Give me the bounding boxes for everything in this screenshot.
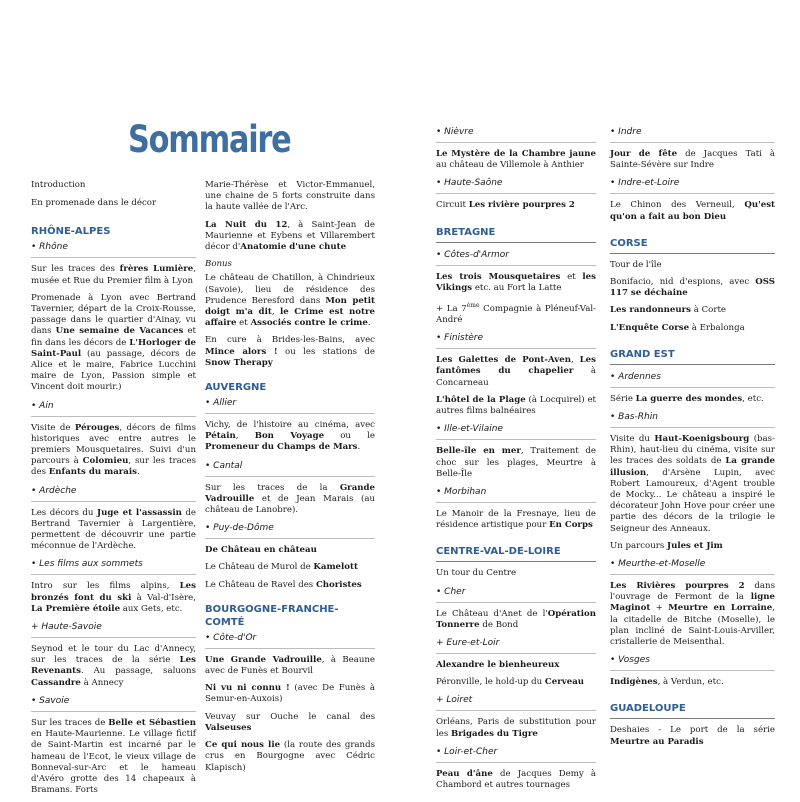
entry-text: De Château en château (205, 545, 317, 556)
entry-text: Le Chinon des Verneuil, Qu'est qu'on a fait au bon Dieu (610, 200, 775, 222)
region-heading: BRETAGNE (436, 226, 496, 238)
dept-heading: • Côte-d'Or (205, 632, 257, 643)
divider (436, 348, 596, 349)
region-heading: BOURGOGNE-FRANCHE-COMTÉ (205, 603, 339, 628)
divider (610, 718, 775, 719)
divider (436, 653, 596, 654)
divider (436, 142, 596, 143)
divider (610, 574, 775, 575)
entry-text: Sur les traces de Belle et Sébastien en Haute-Maurienne. Le village fictif de Saint-Martin est incarné par le hameau de l'Ecot, le vieux village de Bonneval-sur-Arc et le hameau d'Avéro grotte des 14 chapeaux à Bramans. Forts (31, 717, 196, 796)
dept-heading: • Morbihan (436, 486, 487, 497)
entry-text: Une Grande Vadrouille, à Beaune avec de Funès et Bourvil (205, 654, 376, 677)
region-heading: AUVERGNE (205, 382, 267, 394)
entry-text: Peau d'âne de Jacques Demy à Chambord et autres tournages (436, 768, 596, 790)
entry-text: Ni vu ni connu ! (avec De Funès à Semur-en-Auxois) (205, 683, 375, 705)
entry-text: Un tour du Centre (436, 568, 517, 579)
entry-text: Intro sur les films alpins, Les bronzés font du ski à Val-d'Isère, La Première étoile aux Gets, etc. (31, 581, 196, 614)
divider (436, 710, 596, 711)
divider (436, 193, 596, 194)
divider (205, 538, 375, 539)
dept-heading: • Loir-et-Cher (436, 746, 498, 757)
entry-text: Deshaies - Le port de la série Meurtre au Paradis (610, 725, 775, 747)
region-heading: GRAND EST (610, 348, 675, 360)
entry-text: Les Galettes de Pont-Aven, Les fantômes du chapelier à Concarneau (436, 355, 597, 388)
entry-text: Bonifacio, nid d'espions, avec OSS 117 se déchaine (610, 277, 775, 299)
dept-heading: + Eure-et-Loir (436, 637, 500, 648)
entry-text: Les trois Mousquetaires et les Vikings etc. au Fort la Latte (436, 271, 596, 293)
divider (436, 561, 596, 562)
bonus-label: Bonus (205, 259, 232, 270)
entry-text: Le Château d'Anet de l'Opération Tonnerre de Bond (436, 608, 596, 630)
entry-text: Promenade à Lyon avec Bertrand Tavernier, départ de la Croix-Rousse, passage dans le quartier d'Ainay, vu dans Une semaine de Vacances et fin dans les décors de L'Horloger de Saint-Paul (au passage, décors de Alice et le maire, Fabrice Lucchini maire de Lyon, Passion simple et Vincent doit mourir.) (31, 292, 196, 393)
dept-heading: • Meurthe-et-Moselle (610, 559, 706, 570)
column-2 (205, 180, 375, 780)
dept-heading: + Haute-Savoie (31, 622, 102, 633)
dept-heading: • Indre-et-Loire (610, 178, 680, 189)
entry-text: Les Rivières pourpres 2 dans l'ouvrage de Fermont de la ligne Maginot + Meurtre en Lorraine, la citadelle de Bitche (Moselle), le plan incliné de Saint-Louis-Arviller, cristallerie de Meisenthal. (610, 581, 775, 648)
divider (610, 253, 775, 254)
dept-heading: • Côtes-d'Armor (436, 249, 509, 260)
dept-heading: • Savoie (31, 695, 70, 706)
entry-text: + La 7ème Compagnie à Pléneuf-Val-André (436, 302, 596, 326)
dept-heading: • Ille-et-Vilaine (436, 424, 503, 435)
region-heading: GUADELOUPE (610, 703, 686, 715)
entry-text: Un parcours Jules et Jim (610, 540, 723, 551)
entry-text: Ce qui nous lie (la route des grands crus en Bourgogne avec Cédric Klapisch) (205, 740, 375, 773)
divider (436, 242, 596, 243)
divider (436, 762, 596, 763)
divider (610, 670, 775, 671)
entry-text: Sur les traces de la Grande Vadrouille et de Jean Marais (au château de Lanobre). (205, 482, 375, 516)
column-1 (31, 180, 196, 802)
entry-text: Orléans, Paris de substitution pour les Brigades du Tigre (436, 717, 596, 739)
page-title: Sommaire (128, 118, 291, 161)
divider (31, 501, 196, 502)
entry-text: Tour de l'île (610, 259, 662, 270)
dept-heading: • Bas-Rhin (610, 412, 658, 423)
region-heading: CENTRE-VAL-DE-LOIRE (436, 546, 561, 558)
entry-text: Visite de Pérouges, décors de films historiques avec entre autres le premiers Mousquetaires. Suivi d'un parcours à Colomieu, sur les traces des Enfants du marais. (31, 422, 196, 478)
divider (31, 257, 196, 258)
dept-heading: • Ardennes (610, 371, 661, 382)
entry-text: Série La guerre des mondes, etc. (610, 393, 764, 404)
entry-text: Visite du Haut-Koenigsbourg (bas-Rhin), haut-lieu du cinéma, visite sur les traces des soldats de La grande illusion, d'Arsène Lupin, avec Robert Lamoureux, d'Agent trouble de Mocky... Le château a inspiré le décorateur John Hove pour créer une partie des décors de la trilogie le Seigneur des Anneaux. (610, 434, 775, 534)
dept-heading: • Finistère (436, 333, 484, 344)
entry-text: Marie-Thérèse et Victor-Emmanuel, une chaine de 5 forts construite dans la haute vallée de l'Arc. (205, 180, 375, 213)
entry-text: Circuit Les rivière pourpres 2 (436, 200, 575, 211)
entry-text: Vichy, de l'histoire au cinéma, avec Pétain, Bon Voyage ou le Promeneur du Champs de Mars. (205, 420, 375, 453)
dept-heading: • Allier (205, 398, 237, 409)
dept-heading: • Puy-de-Dôme (205, 523, 274, 534)
divider (205, 476, 375, 477)
entry-text: Jour de fête de Jacques Tati à Sainte-Sévère sur Indre (610, 149, 775, 171)
entry-text: Indigènes, à Verdun, etc. (610, 677, 724, 688)
region-heading: CORSE (610, 237, 648, 249)
entry-text: Le château de Chatillon, à Chindrieux (Savoie), lieu de résidence des Prudence Beresford dans Mon petit doigt m'a dit, le Crime est notre affaire et Associés contre le crime. (205, 273, 376, 329)
entry-text: L'Enquête Corse à Erbalonga (610, 322, 745, 333)
column-4 (610, 126, 775, 754)
dept-heading: • Haute-Saône (436, 178, 503, 189)
divider (205, 648, 375, 649)
dept-heading: • Ain (31, 400, 54, 411)
divider (436, 502, 596, 503)
entry-text: Les randonneurs à Corte (610, 305, 726, 316)
dept-heading: • Vosges (610, 655, 650, 666)
entry-text: Le Manoir de la Fresnaye, lieu de résidence artistique pour En Corps (436, 508, 596, 531)
divider (610, 427, 775, 428)
dept-heading: • Cantal (205, 460, 243, 471)
entry-text: Sur les traces des frères Lumière, musée et Rue du Premier film à Lyon (31, 264, 196, 286)
entry-text: Le Château de Murol de Kamelott (205, 562, 358, 573)
divider (31, 711, 196, 712)
dept-heading: • Ardèche (31, 485, 77, 496)
intro-line: En promenade dans le décor (31, 198, 157, 209)
entry-text: Alexandre le bienheureux (436, 659, 560, 670)
divider (610, 193, 775, 194)
divider (31, 637, 196, 638)
dept-heading: + Loiret (436, 695, 473, 706)
entry-text: Belle-île en mer, Traitement de choc sur les plages, Meurtre à Belle-Île (436, 446, 596, 479)
divider (610, 387, 775, 388)
divider (31, 574, 196, 575)
divider (205, 413, 375, 414)
divider (31, 416, 196, 417)
dept-heading: • Nièvre (436, 127, 474, 137)
divider (610, 142, 775, 143)
dept-heading: • Cher (436, 586, 466, 597)
region-heading: RHÔNE-ALPES (31, 226, 111, 238)
entry-text: Veuvay sur Ouche le canal des Valseuses (205, 711, 375, 733)
entry-text: Péronville, le hold-up du Cerveau (436, 677, 585, 688)
column-3 (436, 126, 596, 797)
intro-line: Introduction (31, 180, 86, 190)
entry-text: Les décors du Juge et l'assassin de Bertrand Tavernier à Largentière, permettent de découvrir une partie méconnue de l'Ardèche. (31, 507, 197, 552)
entry-text: En cure à Brides-les-Bains, avec Mince alors ! ou les stations de Snow Therapy (205, 335, 375, 368)
entry-text: La Nuit du 12, à Saint-Jean de Maurienne et Eybens et Villarembert décor d'Anatomie d'une chute (205, 219, 375, 253)
entry-text: Seynod et le tour du Lac d'Annecy, sur les traces de la série Les Revenants. Au passage, saluons Cassandre à Annecy (31, 644, 196, 688)
entry-text: L'hôtel de la Plage (à Locquirel) et autres films balnéaires (436, 394, 596, 417)
divider (436, 265, 596, 266)
divider (610, 364, 775, 365)
divider (436, 602, 596, 603)
dept-heading: • Les films aux sommets (31, 559, 143, 570)
dept-heading: • Indre (610, 127, 642, 137)
divider (436, 439, 596, 440)
entry-text: Le Mystère de la Chambre jaune au château de Villemole à Anthier (436, 149, 596, 171)
entry-text: Le Château de Ravel des Choristes (205, 579, 362, 590)
dept-heading: • Rhône (31, 242, 68, 253)
